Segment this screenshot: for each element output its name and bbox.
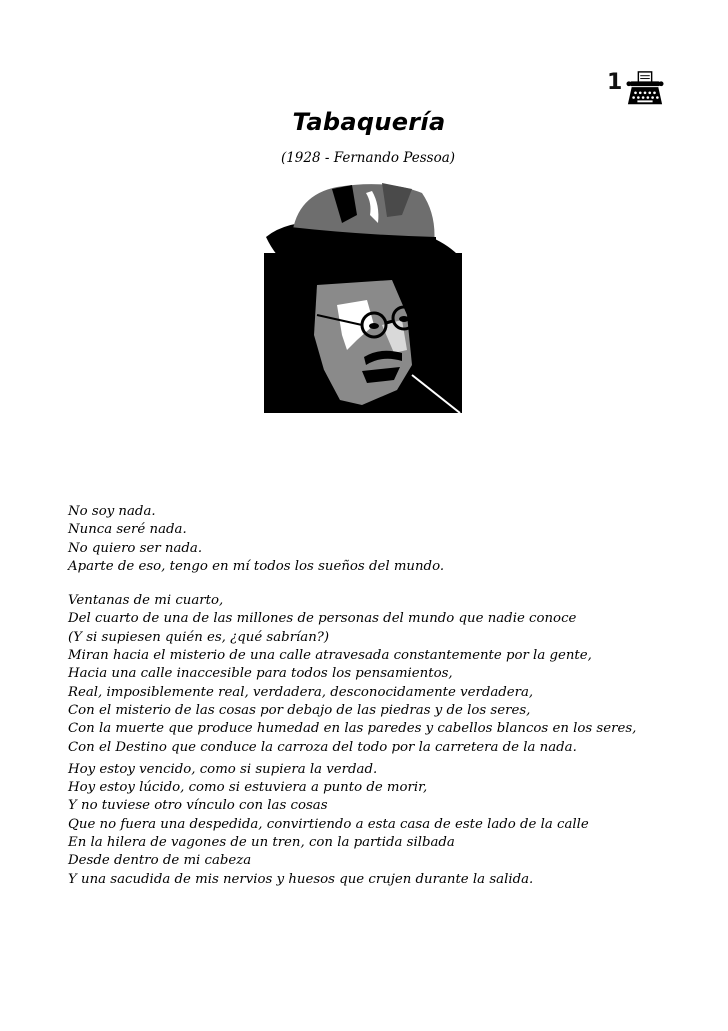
poem-line: Hoy estoy lúcido, como si estuviera a punto de morir, [68, 780, 428, 796]
poem-line: Del cuarto de una de las millones de personas del mundo que nadie conoce [68, 611, 577, 627]
poem-stanza [68, 761, 708, 889]
poem-line: Ventanas de mi cuarto, [68, 593, 224, 609]
poem-line: En la hilera de vagones de un tren, con la partida silbada [68, 835, 455, 851]
page-subtitle: (1928 - Fernando Pessoa) [280, 150, 456, 166]
fernando-pessoa-portrait [262, 175, 464, 415]
poem-line: Con el misterio de las cosas por debajo de las piedras y de los seres, [68, 702, 531, 718]
poem-line: Desde dentro de mi cabeza [68, 853, 252, 869]
poem-stanza [68, 592, 708, 757]
poem-line: Que no fuera una despedida, convirtiendo a esta casa de este lado de la calle [68, 816, 589, 832]
poem-line: (Y si supiesen quién es, ¿qué sabrían?) [68, 629, 330, 645]
poem-line: Hacia una calle inaccesible para todos los pensamientos, [68, 666, 453, 682]
poem-line: Y una sacudida de mis nervios y huesos que crujen durante la salida. [68, 871, 534, 887]
poem-line: Miran hacia el misterio de una calle atravesada constantemente por la gente, [68, 648, 592, 664]
poem-line: No soy nada. [68, 504, 156, 519]
poem-line: Nunca seré nada. [68, 522, 187, 538]
typewriter-icon [626, 70, 664, 108]
poem-line: Aparte de eso, tengo en mí todos los sueños del mundo. [68, 558, 445, 574]
poem-line: Con la muerte que produce humedad en las paredes y cabellos blancos en los seres, [68, 721, 637, 737]
poem-line: Hoy estoy vencido, como si supiera la verdad. [68, 761, 378, 777]
page-title: Tabaquería [292, 108, 446, 136]
poem-line: Con el Destino que conduce la carroza del todo por la carretera de la nada. [68, 739, 577, 755]
page-number: 1 [607, 70, 623, 95]
poem [68, 503, 708, 889]
poem-line: Y no tuviese otro vínculo con las cosas [68, 798, 328, 814]
poem-stanza [68, 503, 708, 576]
poem-line: Real, imposiblemente real, verdadera, desconocidamente verdadera, [68, 684, 534, 700]
poem-line: No quiero ser nada. [68, 540, 203, 556]
